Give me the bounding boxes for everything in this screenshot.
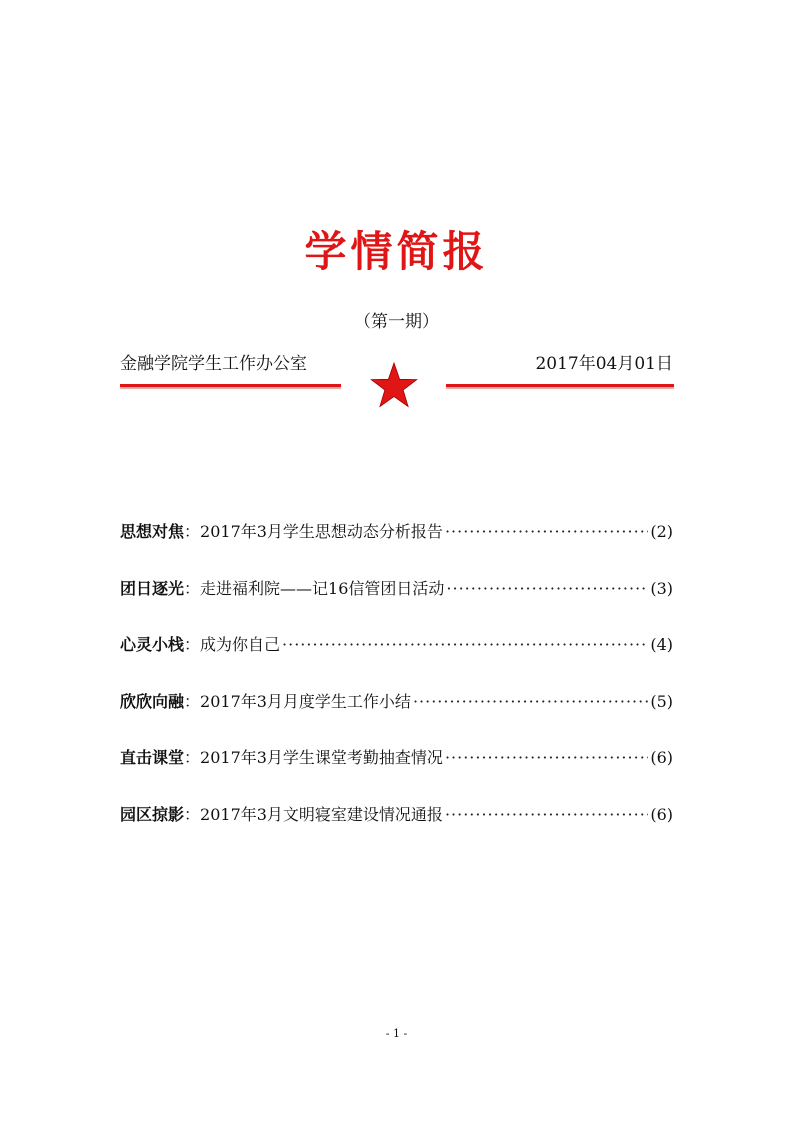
table-of-contents	[120, 518, 673, 857]
toc-entry[interactable]	[120, 631, 673, 659]
toc-page-ref: (5)	[650, 691, 673, 711]
toc-colon: ：	[184, 578, 201, 598]
toc-leader-dots	[446, 575, 648, 603]
toc-entry[interactable]	[120, 518, 673, 546]
toc-section-label: 欣欣向融	[120, 691, 185, 711]
page-number: - 1 -	[385, 1027, 408, 1040]
toc-colon: ：	[184, 522, 201, 541]
toc-entry-title: 2017年3月学生思想动态分析报告	[200, 522, 443, 541]
issue-number: （第一期）	[354, 312, 439, 332]
toc-colon: ：	[184, 635, 201, 654]
toc-entry[interactable]	[120, 744, 673, 772]
toc-entry-title: 2017年3月月度学生工作小结	[200, 691, 411, 711]
toc-entry-title: 走进福利院——记16信管团日活动	[200, 578, 445, 598]
toc-leader-dots	[282, 631, 648, 659]
header-rule-left	[120, 384, 341, 387]
bulletin-title: 学情简报	[304, 227, 489, 276]
toc-entry[interactable]	[120, 801, 673, 829]
toc-entry-title: 2017年3月学生课堂考勤抽查情况	[200, 748, 443, 767]
issue-date: 2017年04月01日	[535, 354, 673, 374]
toc-colon: ：	[184, 691, 201, 711]
toc-leader-dots	[445, 744, 648, 772]
issuing-office: 金融学院学生工作办公室	[120, 354, 307, 374]
toc-section-label: 心灵小栈	[120, 635, 185, 654]
toc-page-ref: (3)	[650, 578, 673, 598]
red-star-icon	[370, 362, 418, 408]
toc-entry-title: 成为你自己	[200, 635, 281, 654]
toc-leader-dots	[445, 801, 648, 829]
toc-page-ref: (4)	[650, 635, 673, 654]
toc-leader-dots	[445, 518, 648, 546]
toc-leader-dots	[413, 688, 648, 716]
toc-colon: ：	[184, 804, 201, 824]
toc-colon: ：	[184, 748, 201, 767]
toc-entry-title: 2017年3月文明寝室建设情况通报	[200, 804, 443, 824]
toc-section-label: 园区掠影	[120, 804, 185, 824]
toc-entry[interactable]	[120, 575, 673, 603]
toc-section-label: 团日逐光	[120, 578, 185, 598]
toc-section-label: 直击课堂	[120, 748, 185, 767]
toc-entry[interactable]	[120, 688, 673, 716]
toc-page-ref: (2)	[650, 522, 673, 541]
toc-page-ref: (6)	[650, 748, 673, 767]
header-rule-right	[446, 384, 674, 387]
toc-page-ref: (6)	[650, 804, 673, 824]
toc-section-label: 思想对焦	[120, 522, 185, 541]
